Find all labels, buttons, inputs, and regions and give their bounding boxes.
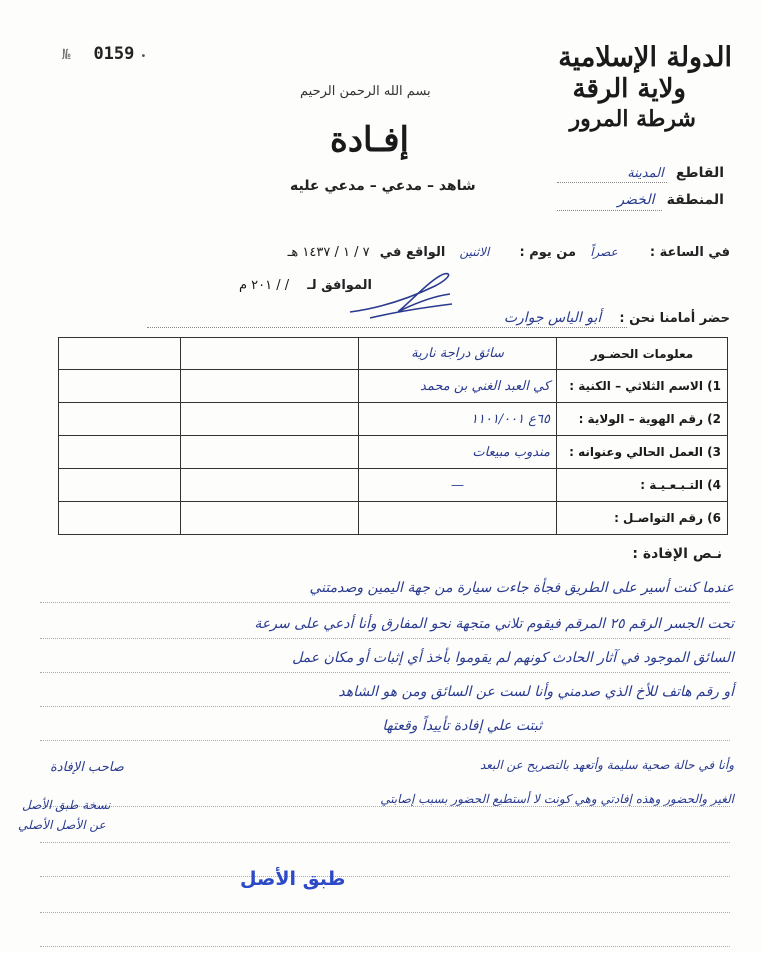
table-cell-empty	[59, 469, 181, 502]
sector-label: القاطع	[675, 165, 724, 181]
area-value: الخضر	[617, 192, 655, 208]
area-row	[617, 192, 724, 208]
row-label: 2) رقم الهوية – الولاية :	[557, 403, 728, 436]
serial-symbol: №	[62, 47, 72, 63]
sector-value: المدينة	[627, 166, 664, 181]
serial-value: 0159	[93, 44, 135, 64]
table-header-value: سائق دراجة نارية	[359, 338, 557, 370]
table-cell-empty	[181, 403, 359, 436]
statement-owner-label: صاحب الإفادة	[50, 760, 124, 775]
corresponding-label: الموافق لـ	[307, 278, 372, 293]
ruled-line	[40, 946, 730, 947]
row-label: 6) رقم التواصـل :	[557, 502, 728, 535]
signature-scribble	[340, 268, 460, 328]
date-label: الواقع في	[379, 245, 446, 260]
statement-line: وأنا في حالة صحية سليمة وأتعهد بالتصريح عن البعد	[479, 758, 734, 772]
org-name: الدولة الإسلامية	[558, 42, 732, 73]
statement-line: تحت الجسر الرقم ٢٥ المرقم فيقوم تلاني متجهة نحو المفارق وأنا أدعي على سرعة	[254, 616, 734, 632]
attended-value: أبو الياس جوارت	[503, 310, 602, 326]
statement-line: السائق الموجود في آثار الحادث كونهم لم يقوموا بأخذ أي إثبات أو مكان عمل	[292, 650, 734, 666]
ruled-line	[40, 602, 730, 603]
corresponding-value: / / ٢٠١ م	[238, 278, 290, 293]
table-row	[59, 403, 728, 436]
document-title: إفـادة	[330, 120, 409, 160]
sector-line	[557, 182, 667, 183]
ruled-line	[40, 912, 730, 913]
row-value: مندوب مبيعات	[359, 436, 557, 469]
day-label: من يوم :	[519, 245, 577, 260]
attended-line	[147, 327, 627, 328]
basmala: بسم الله الرحمن الرحيم	[300, 84, 431, 99]
ruled-line	[40, 706, 730, 707]
table-row	[59, 469, 728, 502]
area-line	[557, 210, 662, 211]
table-header-row	[59, 338, 728, 370]
time-value: عصراً	[590, 245, 618, 259]
time-label: في الساعة :	[649, 245, 730, 260]
statement-line: ثبتت علي إفادة تأييداً وقعتها	[382, 718, 542, 734]
document-subtitle: شاهد – مدعي – مدعي عليه	[290, 178, 476, 194]
row-value: ٦٥ع ١١٠١/٠٠١	[359, 403, 557, 436]
table-cell-empty	[59, 502, 181, 535]
row-label: 4) التـبـعـيـة :	[557, 469, 728, 502]
row-value: —	[359, 469, 557, 502]
statement-line: أو رقم هاتف للأخ الذي صدمني وأنا لست عن السائق ومن هو الشاهد	[338, 684, 734, 700]
time-date-row	[130, 245, 730, 260]
date-value: ٧ / ١ / ١٤٣٧ هـ	[287, 245, 370, 260]
table-header-label: معلومات الحضـور	[557, 338, 728, 370]
table-cell-empty	[59, 370, 181, 403]
area-label: المنطقة	[666, 192, 724, 208]
row-value	[359, 502, 557, 535]
serial-number: № 0159 •	[62, 44, 147, 64]
org-department: شرطة المرور	[569, 106, 696, 132]
ruled-line	[40, 806, 730, 807]
ruled-line	[40, 842, 730, 843]
org-province: ولاية الرقة	[572, 74, 686, 104]
attended-row	[504, 310, 730, 326]
row-value: كي العبد الغني بن محمد	[359, 370, 557, 403]
table-cell-empty	[59, 403, 181, 436]
table-cell-empty	[59, 436, 181, 469]
table-cell-empty	[181, 502, 359, 535]
table-cell-empty	[181, 338, 359, 370]
table-row	[59, 502, 728, 535]
table-cell-empty	[181, 469, 359, 502]
copy-note-line2: عن الأصل الأصلي	[18, 818, 106, 832]
table-row	[59, 370, 728, 403]
copy-note-line1: نسخة طبق الأصل	[22, 798, 111, 812]
attended-label: حضر أمامنا نحن :	[619, 311, 730, 326]
organization-header	[522, 42, 732, 134]
statement-label: نـص الإفادة :	[632, 546, 722, 562]
certified-copy-stamp: طبق الأصل	[240, 868, 346, 890]
attendee-info-table	[58, 337, 728, 535]
sector-row	[627, 165, 724, 181]
statement-line: الغير والحضور وهذه إفادتي وهي كونت لا أستطيع الحضور بسبب إصابتي	[380, 792, 734, 806]
table-row	[59, 436, 728, 469]
table-cell-empty	[59, 338, 181, 370]
ruled-line	[40, 638, 730, 639]
ruled-line	[40, 672, 730, 673]
day-value: الاثنين	[459, 245, 490, 259]
row-label: 3) العمل الحالي وعنوانه :	[557, 436, 728, 469]
ruled-line	[40, 876, 730, 877]
table-cell-empty	[181, 436, 359, 469]
table-cell-empty	[181, 370, 359, 403]
ruled-line	[40, 740, 730, 741]
statement-line: عندما كنت أسير على الطريق فجأة جاءت سيارة من جهة اليمين وصدمتني	[309, 580, 734, 596]
row-label: 1) الاسم الثلاثي – الكنية :	[557, 370, 728, 403]
